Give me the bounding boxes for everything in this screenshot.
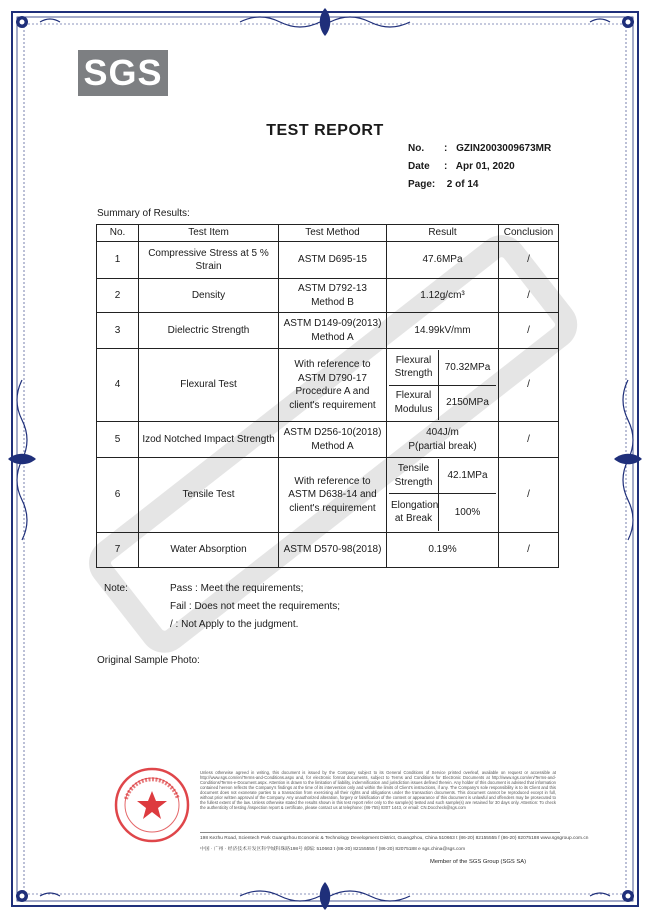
row-no: 1: [97, 242, 139, 279]
table-row: [97, 533, 559, 568]
row-result: 47.6MPa: [387, 242, 499, 279]
footer-terms: [200, 770, 556, 828]
report-number-value: GZIN2003009673MR: [456, 143, 552, 154]
row-result: 1.12g/cm³: [387, 279, 499, 313]
table-row: [97, 458, 559, 533]
sub-results: [389, 459, 496, 531]
table-header: [97, 225, 559, 242]
result-line: 404J/m: [426, 427, 459, 438]
row-method: With reference to ASTM D790-17 Procedure A and client's requirement: [279, 349, 387, 422]
sub-results: [389, 350, 496, 420]
report-number-label: No.: [408, 143, 425, 154]
table-row: [97, 422, 559, 458]
report-page: [408, 179, 478, 190]
row-no: 5: [97, 422, 139, 458]
address-cn: 中国 · 广州 · 经济技术开发区科学城科珠路198号 邮编: 510663 t (86-20) 82155555 f (86-20) 82075188 e sgs.china@sgs.com: [200, 847, 466, 852]
note-na: / : Not Apply to the judgment.: [170, 619, 299, 630]
sgs-logo: SGS: [78, 50, 168, 96]
note-fail: Fail : Does not meet the requirements;: [170, 601, 341, 612]
table-row: [97, 242, 559, 279]
report-page-label: Page:: [408, 179, 436, 190]
header-no: No.: [97, 225, 139, 242]
row-conclusion: /: [499, 313, 559, 349]
table-row: [97, 349, 559, 422]
report-number: No. : GZIN2003009673MR: [408, 143, 552, 154]
row-item: Density: [139, 279, 279, 313]
sub-label: Flexural Modulus: [389, 385, 439, 420]
sample-photo-label: Original Sample Photo:: [97, 655, 200, 666]
row-conclusion: /: [499, 533, 559, 568]
row-method: ASTM D570-98(2018): [279, 533, 387, 568]
row-conclusion: /: [499, 349, 559, 422]
address-en: 198 Kezhu Road, Scientech Park Guangzhou Economic & Technology Development District, Guangzhou, China 510663 t (86-20) 82155555 f (86-20) 82075188 www.sgsgroup.com.cn: [200, 836, 589, 841]
summary-label: Summary of Results:: [97, 208, 190, 219]
row-result: [387, 458, 499, 533]
row-item: Dielectric Strength: [139, 313, 279, 349]
row-result: 0.19%: [387, 533, 499, 568]
row-item: Izod Notched Impact Strength: [139, 422, 279, 458]
table-row: [97, 279, 559, 313]
row-item: Flexural Test: [139, 349, 279, 422]
table-row: [97, 313, 559, 349]
sub-label: Tensile Strength: [389, 459, 439, 493]
header-result: Result: [387, 225, 499, 242]
result-line: P(partial break): [408, 440, 477, 452]
company-seal: [112, 765, 192, 845]
row-method: ASTM D695-15: [279, 242, 387, 279]
results-table: [96, 224, 559, 568]
row-method: ASTM D792-13 Method B: [279, 279, 387, 313]
row-method: With reference to ASTM D638-14 and client's requirement: [279, 458, 387, 533]
header-conclusion: Conclusion: [499, 225, 559, 242]
report-date: Date : Apr 01, 2020: [408, 161, 515, 172]
sub-label: Elongation at Break: [389, 493, 439, 531]
row-result: 14.99kV/mm: [387, 313, 499, 349]
attention-text: Attention: To check the authenticity of testing /inspection report & certificate, please contact us at telephone: (86-755) 8307 1443, or email: CN.Doccheck@sgs.com: [200, 800, 556, 810]
row-result: [387, 422, 499, 458]
row-no: 2: [97, 279, 139, 313]
row-no: 6: [97, 458, 139, 533]
page-title: TEST REPORT: [266, 122, 384, 139]
sub-value: 70.32MPa: [444, 361, 491, 373]
row-conclusion: /: [499, 279, 559, 313]
note-pass: Pass : Meet the requirements;: [170, 583, 304, 594]
row-item: Tensile Test: [139, 458, 279, 533]
header-test-method: Test Method: [279, 225, 387, 242]
row-no: 3: [97, 313, 139, 349]
report-date-label: Date: [408, 161, 430, 172]
sub-value: 100%: [439, 493, 497, 531]
row-no: 4: [97, 349, 139, 422]
note-label: Note:: [104, 583, 128, 594]
report-page-value: 2 of 14: [446, 179, 479, 190]
row-no: 7: [97, 533, 139, 568]
row-result: [387, 349, 499, 422]
member-text: Member of the SGS Group (SGS SA): [430, 859, 527, 865]
row-conclusion: /: [499, 422, 559, 458]
row-conclusion: /: [499, 242, 559, 279]
row-conclusion: /: [499, 458, 559, 533]
report-date-value: Apr 01, 2020: [455, 161, 515, 172]
header-test-item: Test Item: [139, 225, 279, 242]
footer-divider: [200, 832, 560, 833]
row-method: ASTM D256-10(2018) Method A: [279, 422, 387, 458]
row-method: ASTM D149-09(2013) Method A: [279, 313, 387, 349]
sub-value: 2150MPa: [439, 385, 497, 420]
sub-value: 42.1MPa: [447, 470, 488, 481]
terms-text: Unless otherwise agreed in writing, this document is issued by the Company subject to its General Conditions of Service printed overleaf, available on request or accessible at http://www.sgs.com/en/Terms-and-Conditions.aspx and, for electronic format documents, subject to Terms and Conditions for Electronic Documents at http://www.sgs.com/en/Terms-and-Conditions/Terms-e-Document.aspx. Attention is drawn to the limitation of liability, indemnification and jurisdiction issues defined therein. Any holder of this document is advised that information contained hereon reflects the Company's findings at the time of its intervention only and within the limits of Client's instructions, if any. The Company's sole responsibility is to its Client and this document does not exonerate parties to a transaction from exercising all their rights and obligations under the transaction documents. This document cannot be reproduced except in full, without prior written approval of the Company. Any unauthorized alteration, forgery or falsification of the content or appearance of this document is unlawful and offenders may be prosecuted to the fullest extent of the law. Unless otherwise stated the results shown in this test report refer only to the sample(s) tested and such sample(s) are retained for 30 days only.: [200, 770, 556, 805]
row-item: Compressive Stress at 5 % Strain: [139, 242, 279, 279]
row-item: Water Absorption: [139, 533, 279, 568]
sub-label: Flexural Strength: [389, 350, 439, 385]
